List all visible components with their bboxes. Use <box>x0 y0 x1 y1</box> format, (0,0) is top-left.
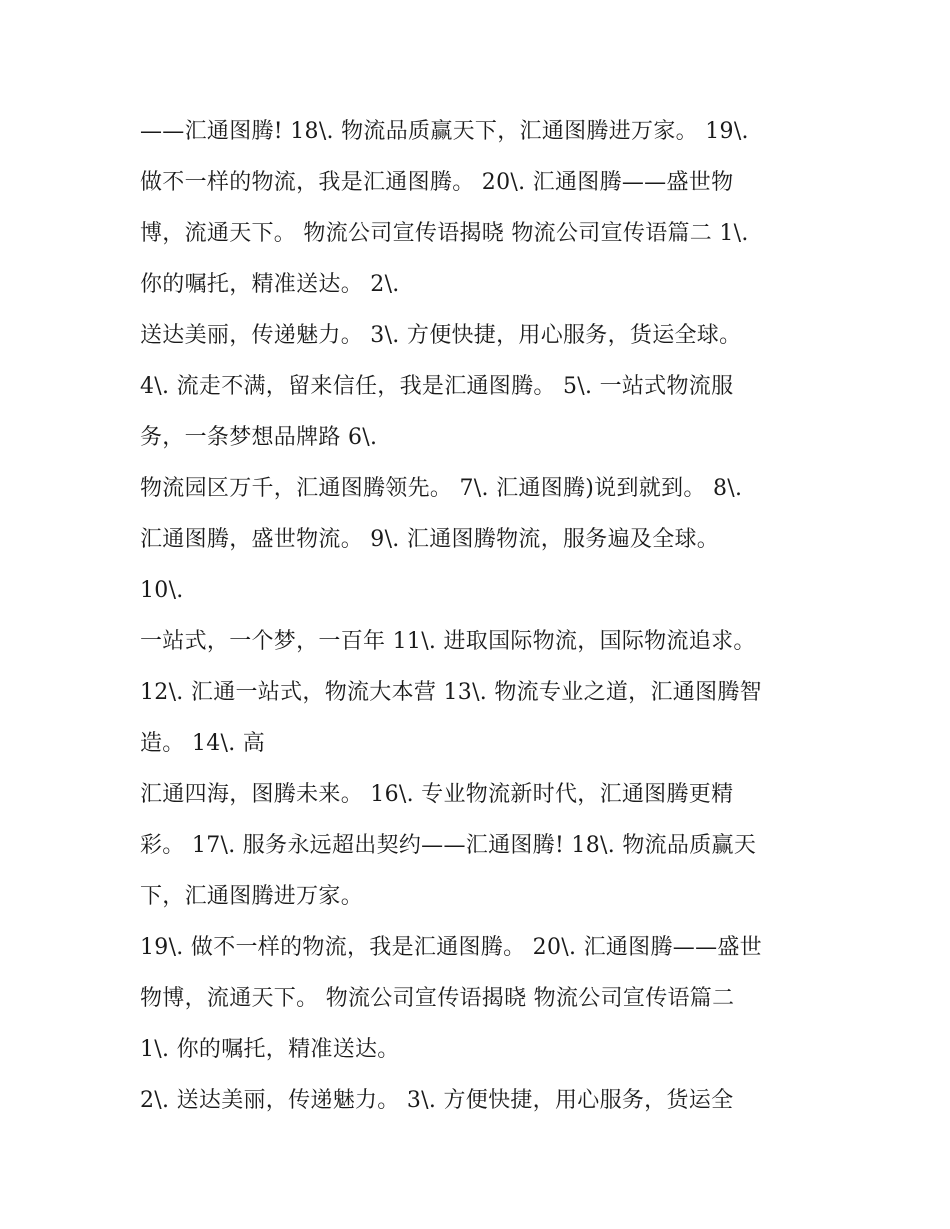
text-line: 汇通四海，图腾未来。 16\. 专业物流新时代，汇通图腾更精 <box>140 782 734 807</box>
text-line: 10\. <box>140 578 184 603</box>
text-line: 物博，流通天下。 物流公司宣传语揭晓 物流公司宣传语篇二 <box>140 986 735 1011</box>
text-line: 物流园区万千，汇通图腾领先。 7\. 汇通图腾)说到就到。 8\. <box>140 476 743 501</box>
text-line: 4\. 流走不满，留来信任，我是汇通图腾。 5\. 一站式物流服 <box>140 374 734 399</box>
text-line: 2\. 送达美丽，传递魅力。 3\. 方便快捷，用心服务，货运全 <box>140 1088 734 1113</box>
text-line: 汇通图腾，盛世物流。 9\. 汇通图腾物流，服务遍及全球。 <box>140 527 720 552</box>
text-line: 19\. 做不一样的物流，我是汇通图腾。 20\. 汇通图腾——盛世 <box>140 935 762 960</box>
document-body <box>140 106 820 1126</box>
text-line: 博，流通天下。 物流公司宣传语揭晓 物流公司宣传语篇二 1\. <box>140 221 749 246</box>
text-line: 送达美丽，传递魅力。 3\. 方便快捷，用心服务，货运全球。 <box>140 323 742 348</box>
text-line: 你的嘱托，精准送达。 2\. <box>140 272 400 297</box>
text-line: 1\. 你的嘱托，精准送达。 <box>140 1037 400 1062</box>
text-line: 做不一样的物流，我是汇通图腾。 20\. 汇通图腾——盛世物 <box>140 170 734 195</box>
text-line: 造。 14\. 高 <box>140 731 266 756</box>
text-line: 12\. 汇通一站式，物流大本营 13\. 物流专业之道，汇通图腾智 <box>140 680 762 705</box>
text-line: 下，汇通图腾进万家。 <box>140 884 364 909</box>
text-line: 一站式，一个梦，一百年 11\. 进取国际物流，国际物流追求。 <box>140 629 756 654</box>
text-line: ——汇通图腾! 18\. 物流品质赢天下，汇通图腾进万家。 19\. <box>140 119 749 144</box>
text-line: 彩。 17\. 服务永远超出契约——汇通图腾! 18\. 物流品质赢天 <box>140 833 757 858</box>
text-line: 务，一条梦想品牌路 6\. <box>140 425 378 450</box>
